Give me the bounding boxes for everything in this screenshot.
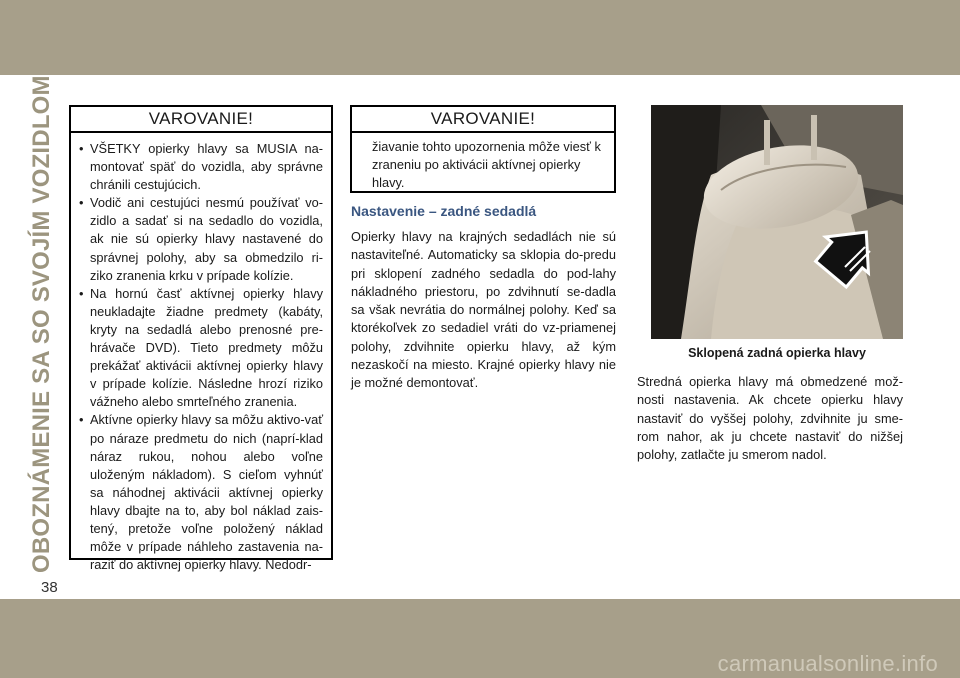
section-heading: Nastavenie – zadné sedadlá <box>351 203 537 219</box>
warning-item: • VŠETKY opierky hlavy sa MUSIA na-montovať späť do vozidla, aby správne chránili cestujúcich. <box>77 140 323 194</box>
warning-item: • Vodič ani cestujúci nesmú používať vo-zidlo a sadať si na sedadlo do vozidla, ak nie sú opierky hlavy nastavené do správnej polohy, aby sa obmedzilo ri-ziko zranenia krku v prípade kolízie. <box>77 194 323 284</box>
column3-paragraph: Stredná opierka hlavy má obmedzené mož-nosti nastavenia. Ak chcete opierku hlavy nastaviť do vyššej polohy, zdvihnite ju sme-rom nahor, ak ju chcete nastaviť do nižšej polohy, zatlačte ju smerom nadol. <box>637 374 903 463</box>
figure-caption: Sklopená zadná opierka hlavy <box>688 346 866 360</box>
warning-item: • Aktívne opierky hlavy sa môžu aktivo-vať po náraze predmetu do nich (naprí-klad náraz rukou, nohou alebo voľne uloženým nákladom). S cieľom vyhnúť sa náhodnej aktivácii aktívnej opierky hlavy dbajte na to, aby bol náklad zais-tený, pretože voľne položený náklad môže v prípade náhleho zastavenia na-raziť do aktívnej opierky hlavy. Nedodr- <box>77 411 323 574</box>
warning-list <box>77 140 323 574</box>
warning-box-1 <box>69 105 333 573</box>
section-paragraph: Opierky hlavy na krajných sedadlách nie sú nastaviteľné. Automaticky sa sklopia do-predu pri sklopení zadného sedadla do pod-lahy nákladného priestoru, po zdvihnutí se-dadla sa však nevrátia do normálnej polohy. Keď sa ktorékoľvek zo sedadiel vráti do vz-priamenej polohy, zdvihnite opierku hlavy, až kým nezaskočí na miesto. Krajné opierky hlavy nie je možné demontovať. <box>351 229 616 391</box>
header-band <box>0 0 960 75</box>
warning-heading: VAROVANIE! <box>352 107 614 133</box>
warning-box-2 <box>350 105 616 193</box>
chapter-title: OBOZNÁMENIE SA SO SVOJÍM VOZIDLOM <box>28 75 55 573</box>
watermark: carmanualsonline.info <box>717 651 938 676</box>
headrest-photo <box>651 105 903 339</box>
warning-heading: VAROVANIE! <box>71 107 331 133</box>
warning-item: • Na hornú časť aktívnej opierky hlavy neukladajte žiadne predmety (kabáty, kryty na sedadlá alebo prenosné pre-hrávače DVD). Tieto predmety môžu prekážať aktivácii aktívnej opierky hlavy v prípade kolízie. Následne hrozí riziko vážneho alebo smrteľného zranenia. <box>77 285 323 412</box>
headrest-illustration <box>651 105 903 339</box>
warning-text: žiavanie tohto upozornenia môže viesť k zraneniu po aktivácii aktívnej opierky hlavy. <box>372 139 601 190</box>
page-number: 38 <box>41 579 58 596</box>
